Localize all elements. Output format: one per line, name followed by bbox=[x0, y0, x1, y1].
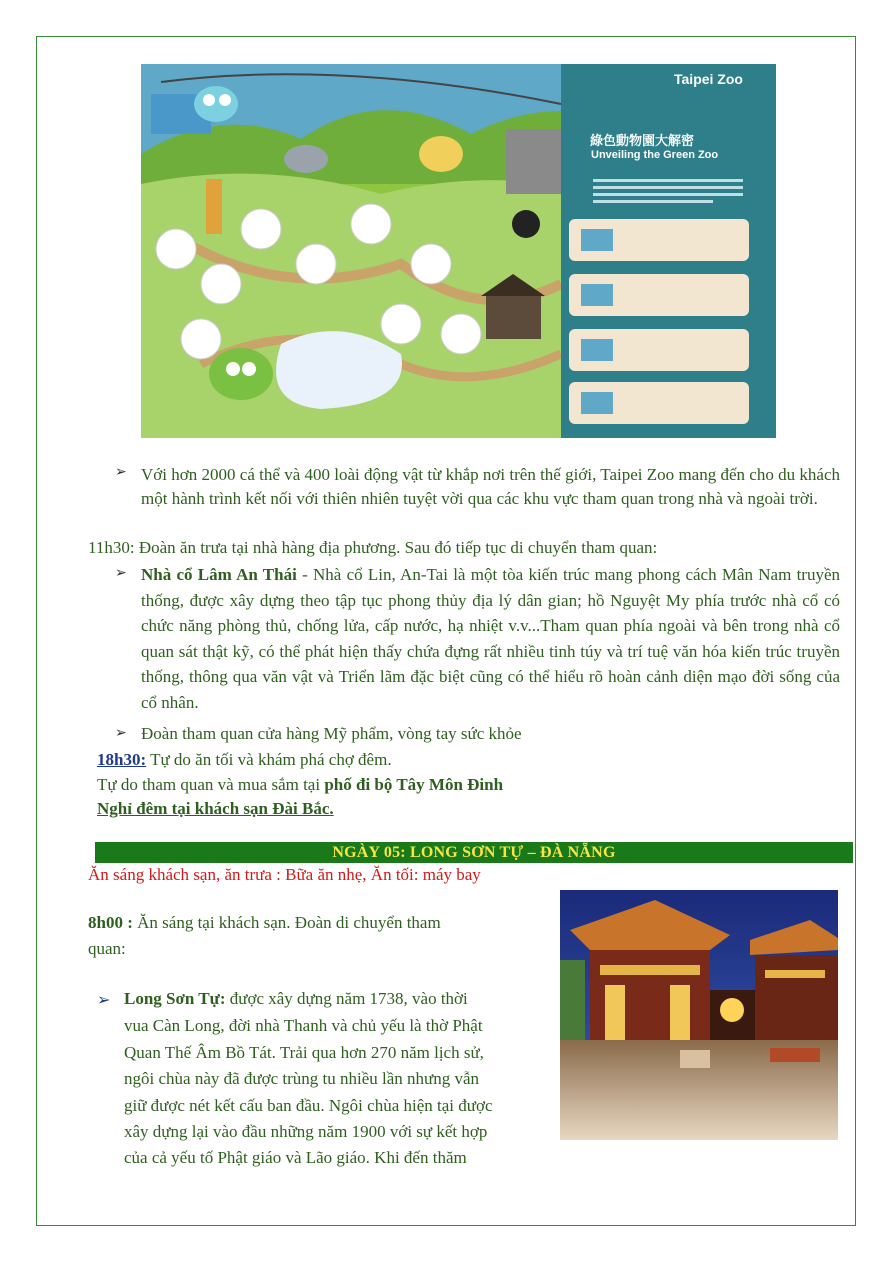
evening-time: 18h30: bbox=[97, 750, 147, 769]
longshan-temple-photo bbox=[560, 890, 838, 1140]
lunch-time: 11h30: bbox=[88, 538, 135, 557]
morning-text: Ăn sáng tại khách sạn. Đoàn di chuyển tham bbox=[132, 913, 441, 932]
zoo-sign-title-cn: 綠色動物園大解密 bbox=[590, 134, 695, 149]
morning-line-2: quan: bbox=[88, 939, 126, 958]
bullet-arrow-icon: ➢ bbox=[115, 566, 127, 581]
overnight-line bbox=[97, 797, 334, 821]
lunch-line bbox=[88, 536, 848, 560]
temple-name: Long Sơn Tự: bbox=[124, 989, 226, 1008]
bullet-arrow-icon: ➢ bbox=[97, 992, 111, 1009]
evening-line bbox=[97, 748, 392, 772]
zoo-logo: Taipei Zoo bbox=[674, 71, 743, 87]
taipei-zoo-sign-photo bbox=[141, 64, 776, 438]
temple-line-5: giữ được nét kết cấu ban đầu. Ngôi chùa hiện tại được bbox=[124, 1096, 493, 1115]
lin-house-name: Nhà cổ Lâm An Thái bbox=[141, 565, 297, 584]
bullet-arrow-icon: ➢ bbox=[115, 726, 127, 741]
overnight-text: Nghỉ đêm tại khách sạn Đài Bắc. bbox=[97, 799, 334, 818]
temple-text-0: được xây dựng năm 1738, vào thời bbox=[225, 989, 468, 1008]
walk-place: phố đi bộ Tây Môn Đinh bbox=[324, 775, 504, 794]
lin-house-text: - Nhà cổ Lin, An-Tai là một tòa kiến trúc mang phong cách Mân Nam truyền thống, được xây dựng theo tập tục phong thủy địa lý dân gian; hồ Nguyệt My phía trước nhà cổ có chức năng phòng thủ, chống lửa, cấp nước, hạ nhiệt v.v...Tham quan phía ngoài và bên trong nhà cổ quan sát thật kỹ, có thể phát hiện thấy chứa đựng rất nhiều tinh túy và trí tuệ văn hóa kiến trúc truyền thống, thông qua văn vật và Triển lãm đặc biệt cũng có thể hiểu rõ hoàn cảnh diện mạo đời sống của cổ nhân. bbox=[141, 565, 840, 712]
zoo-sign-title-en: Unveiling the Green Zoo bbox=[591, 149, 719, 161]
walk-line bbox=[97, 773, 503, 797]
morning-line-1 bbox=[88, 911, 441, 935]
temple-line-6: xây dựng lại vào đầu những năm 1900 với sự kết hợp bbox=[124, 1122, 488, 1141]
day5-meals: Ăn sáng khách sạn, ăn trưa : Bữa ăn nhẹ, Ăn tối: máy bay bbox=[88, 865, 481, 884]
walk-prefix: Tự do tham quan và mua sắm tại bbox=[97, 775, 325, 794]
temple-line-2: vua Càn Long, đời nhà Thanh và chủ yếu là thờ Phật bbox=[124, 1016, 483, 1035]
bullet-arrow-icon: ➢ bbox=[115, 465, 127, 480]
temple-line-7: của cả yếu tố Phật giáo và Lão giáo. Khi đến thăm bbox=[124, 1148, 467, 1167]
temple-line-1 bbox=[124, 987, 538, 1011]
temple-line-3: Quan Thế Âm Bồ Tát. Trải qua hơn 270 năm lịch sử, bbox=[124, 1043, 484, 1062]
day5-banner: NGÀY 05: LONG SƠN TỰ – ĐÀ NẴNG bbox=[95, 842, 853, 863]
zoo-intro-text: Với hơn 2000 cá thể và 400 loài động vật từ khắp nơi trên thế giới, Taipei Zoo mang đến cho du khách một hành trình kết nối với thiên nhiên tuyệt vời qua các khu vực tham quan trong nhà và ngoài trời. bbox=[141, 465, 840, 508]
lunch-text: Đoàn ăn trưa tại nhà hàng địa phương. Sau đó tiếp tục di chuyển tham quan: bbox=[134, 538, 658, 557]
morning-time: 8h00 : bbox=[88, 913, 133, 932]
evening-text: Tự do ăn tối và khám phá chợ đêm. bbox=[146, 750, 392, 769]
lin-house-paragraph bbox=[141, 562, 840, 715]
temple-line-4: ngôi chùa này đã được trùng tu nhiều lần nhưng vẫn bbox=[124, 1069, 480, 1088]
cosmetics-text: Đoàn tham quan cửa hàng Mỹ phẩm, vòng tay sức khỏe bbox=[141, 724, 522, 743]
